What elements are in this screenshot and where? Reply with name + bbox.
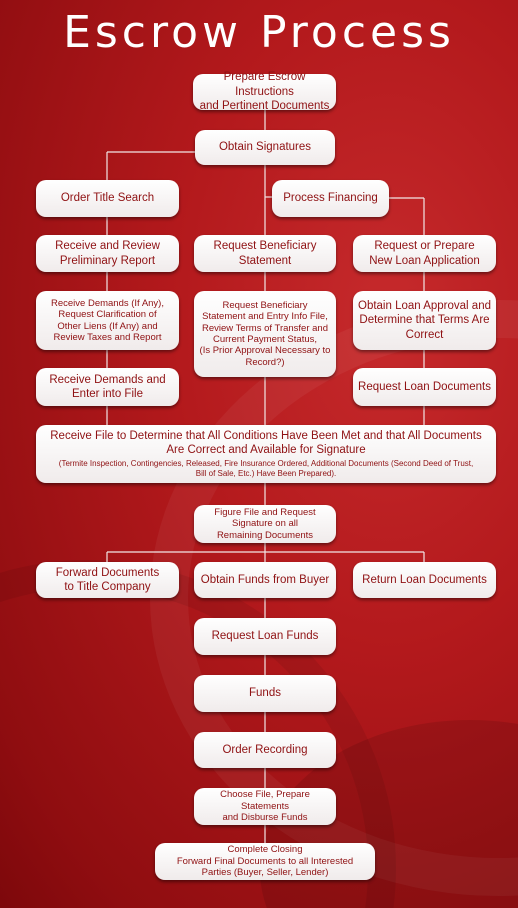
step-text: Statement and Entry Info File, <box>202 311 328 323</box>
step-obtain-loan-approval <box>353 291 496 350</box>
step-text: (Is Prior Approval Necessary to <box>199 345 331 357</box>
step-figure-file-signature <box>194 505 336 543</box>
step-receive-demands-clarification <box>36 291 179 350</box>
step-text: Parties (Buyer, Seller, Lender) <box>201 867 329 879</box>
step-text: Correct <box>405 328 444 341</box>
step-request-loan-funds <box>194 618 336 655</box>
step-text: Receive Demands (If Any), <box>51 297 164 309</box>
step-forward-documents-title <box>36 562 179 598</box>
step-text: Prepare Escrow Instructions <box>223 71 306 98</box>
step-choose-file-disburse <box>194 788 336 825</box>
step-text: Record?) <box>245 356 285 368</box>
step-text: Order Title Search <box>60 192 155 205</box>
step-text: Receive File to Determine that All Conditions Have Been Met and that All Documents <box>50 430 482 443</box>
step-order-recording <box>194 732 336 768</box>
step-note: (Termite Inspection, Contingencies, Released, Fire Insurance Ordered, Additional Documents (Second Deed of Trust, <box>58 458 474 468</box>
step-text: Remaining Documents <box>216 529 314 541</box>
step-text: Request Loan Funds <box>211 630 319 643</box>
step-text: Order Recording <box>222 743 308 756</box>
step-text: Preliminary Report <box>59 254 156 267</box>
step-request-loan-documents <box>353 368 496 406</box>
step-text: Other Liens (If Any) and <box>57 320 158 332</box>
step-text: Forward Final Documents to all Interested <box>176 855 354 867</box>
step-obtain-funds-buyer <box>194 562 336 598</box>
step-text: Are Correct and Available for Signature <box>166 444 366 457</box>
step-review-preliminary-report <box>36 235 179 272</box>
step-return-loan-documents <box>353 562 496 598</box>
step-text: Review Taxes and Report <box>53 331 162 343</box>
step-text: Enter into File <box>72 388 143 400</box>
step-prepare-escrow-instructions <box>193 71 336 113</box>
step-text: and Disburse Funds <box>222 812 308 824</box>
page-title: Escrow Process <box>63 7 455 58</box>
step-text: to Title Company <box>64 581 151 593</box>
step-beneficiary-statement-entry <box>194 291 336 377</box>
step-text: Figure File and Request <box>214 506 316 518</box>
step-obtain-signatures <box>195 130 335 165</box>
step-text: Request Clarification of <box>58 309 157 321</box>
step-complete-closing <box>155 843 375 880</box>
step-text: Obtain Signatures <box>218 141 312 154</box>
step-text: Determine that Terms Are <box>359 314 490 327</box>
step-text: Request or Prepare <box>374 240 475 253</box>
step-receive-file-conditions <box>36 425 496 483</box>
step-text: Request Loan Documents <box>358 380 491 393</box>
step-text: Obtain Funds from Buyer <box>200 573 330 586</box>
step-text: Receive Demands and <box>49 373 166 386</box>
step-text: Process Financing <box>283 192 378 205</box>
step-text: Complete Closing <box>227 844 303 856</box>
step-text: Request Beneficiary <box>222 299 308 311</box>
step-new-loan-application <box>353 235 496 272</box>
step-text: Forward Documents <box>55 566 160 579</box>
step-text: Return Loan Documents <box>362 573 487 586</box>
step-note: Bill of Sale, Etc.) Have Been Prepared). <box>195 469 337 479</box>
step-text: and Pertinent Documents <box>199 100 330 113</box>
step-text: New Loan Application <box>369 254 480 267</box>
step-text: Obtain Loan Approval and <box>358 299 491 312</box>
step-text: Statement <box>238 254 292 267</box>
step-text: Current Payment Status, <box>212 334 318 345</box>
step-process-financing <box>272 180 389 217</box>
step-text: Signature on all <box>231 518 299 530</box>
step-text: Receive and Review <box>55 240 160 253</box>
step-request-beneficiary-statement <box>194 235 336 272</box>
step-text: Choose File, Prepare Statements <box>220 789 310 812</box>
step-text: Funds <box>249 687 281 700</box>
step-text: Review Terms of Transfer and <box>201 322 328 334</box>
step-text: Request Beneficiary <box>213 240 317 253</box>
step-order-title-search <box>36 180 179 217</box>
step-receive-demands-enter-file <box>36 368 179 406</box>
step-funds <box>194 675 336 712</box>
